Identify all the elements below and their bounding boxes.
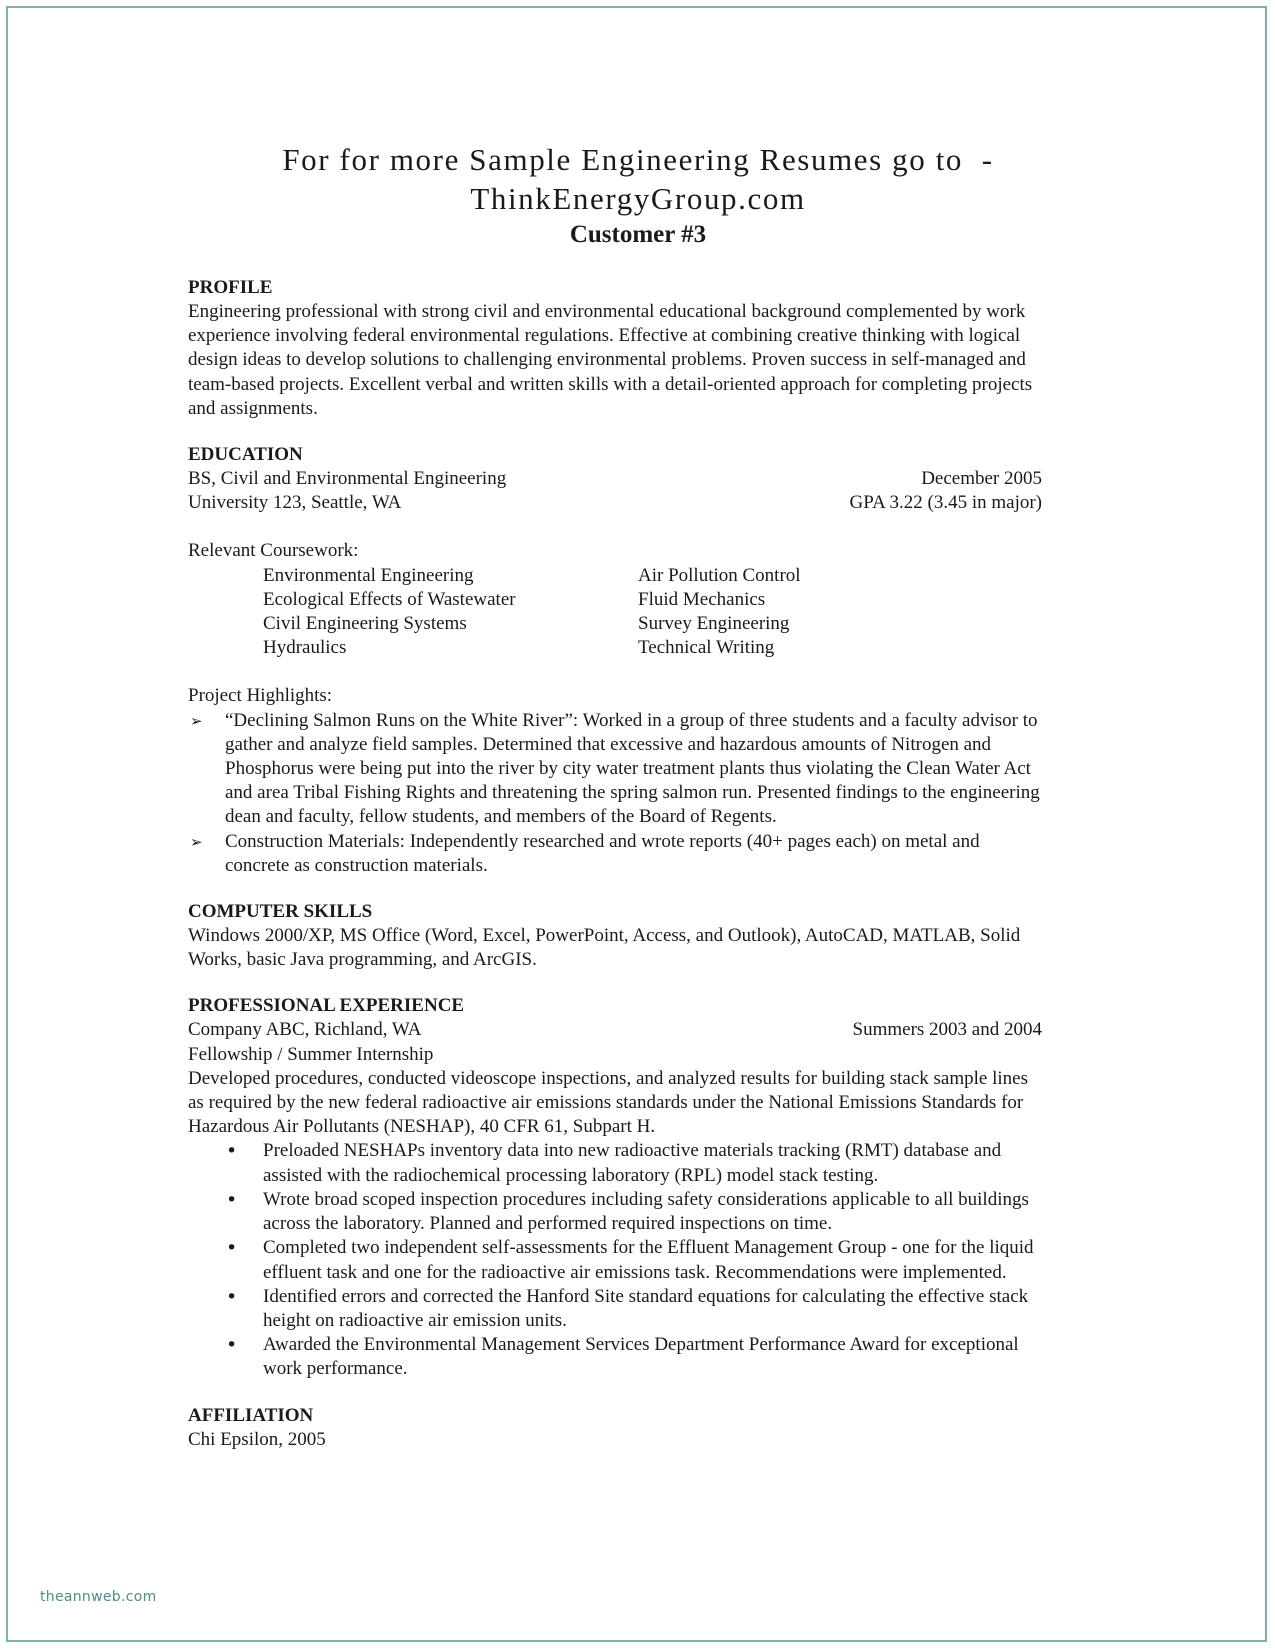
coursework-label: Relevant Coursework:	[188, 540, 359, 562]
bullet-icon: •	[226, 1140, 238, 1163]
education-heading: EDUCATION	[188, 444, 303, 466]
experience-bullets	[188, 1139, 1038, 1381]
computer-skills-heading: COMPUTER SKILLS	[188, 901, 373, 923]
company: Company ABC, Richland, WA	[188, 1019, 422, 1041]
gpa: GPA 3.22 (3.45 in major)	[849, 492, 1042, 514]
profile-section	[188, 276, 1088, 421]
bullet-text: Wrote broad scoped inspection procedures including safety considerations applicable to all buildings across the laboratory. Planned and performed required inspections on time.	[263, 1188, 1029, 1235]
affiliation-section	[188, 1404, 1088, 1452]
bullet-text: Awarded the Environmental Management Services Department Performance Award for exceptional work performance.	[263, 1334, 1019, 1380]
school: University 123, Seattle, WA	[188, 492, 402, 514]
course-item: Civil Engineering Systems	[263, 613, 467, 635]
experience-section	[188, 994, 1088, 1381]
experience-dates: Summers 2003 and 2004	[852, 1019, 1042, 1041]
affiliation-heading: AFFILIATION	[188, 1404, 314, 1426]
list-item	[188, 1188, 1038, 1236]
list-item	[188, 1333, 1038, 1381]
experience-summary: Developed procedures, conducted videoscope inspections, and analyzed results for building stack sample lines as required by the new federal radioactive air emissions standards under the National Emissions Standards for Hazardous Air Pollutants (NESHAP), 40 CFR 61, Subpart H.	[188, 1067, 1028, 1138]
resume-document	[188, 140, 1088, 1452]
title-line-2: ThinkEnergyGroup.com	[470, 181, 806, 216]
bullet-text: Preloaded NESHAPs inventory data into new radioactive materials tracking (RMT) database and assisted with the radiochemical processing laboratory (RPL) model stack testing.	[263, 1140, 1002, 1186]
project-list	[188, 709, 1048, 878]
project-text: Construction Materials: Independently researched and wrote reports (40+ pages each) on metal and concrete as construction materials.	[225, 830, 980, 876]
list-item	[188, 1236, 1038, 1284]
bullet-text: Completed two independent self-assessments for the Effluent Management Group - one for the liquid effluent task and one for the radioactive air emissions task. Recommendations were implemented.	[263, 1237, 1034, 1283]
watermark: theannweb.com	[40, 1589, 157, 1605]
course-item: Environmental Engineering	[263, 564, 474, 586]
bullet-icon: •	[226, 1188, 238, 1211]
project-highlights-label: Project Highlights:	[188, 685, 333, 707]
education-section	[188, 443, 1088, 878]
course-item: Hydraulics	[263, 637, 347, 659]
title-block	[188, 140, 1088, 252]
list-item	[188, 709, 1048, 830]
list-item	[188, 830, 1048, 878]
project-text: “Declining Salmon Runs on the White River”: Worked in a group of three students and a faculty advisor to gather and analyze field samples. Determined that excessive and hazardous amounts of Nitrogen and Phosphorus were being put into the river by city water treatment plants thus violating the Clean Water Act and area Tribal Fishing Rights and threatening the spring salmon run. Presented findings to the engineering dean and faculty, fellow students, and members of the Board of Regents.	[225, 709, 1040, 828]
list-item	[188, 1285, 1038, 1333]
course-item: Fluid Mechanics	[638, 588, 766, 610]
course-item: Air Pollution Control	[638, 564, 801, 586]
bullet-icon: •	[226, 1237, 238, 1260]
profile-heading: PROFILE	[188, 277, 273, 298]
course-item: Survey Engineering	[638, 613, 790, 635]
job-role: Fellowship / Summer Internship	[188, 1043, 434, 1065]
title-line-1: For for more Sample Engineering Resumes go to -	[282, 142, 994, 177]
list-item	[188, 1139, 1038, 1187]
computer-skills-section	[188, 900, 1088, 972]
experience-heading: PROFESSIONAL EXPERIENCE	[188, 995, 465, 1017]
bullet-text: Identified errors and corrected the Hanford Site standard equations for calculating the effective stack height on radioactive air emission units.	[263, 1285, 1029, 1331]
bullet-icon: •	[226, 1285, 238, 1308]
degree: BS, Civil and Environmental Engineering	[188, 468, 507, 490]
bullet-icon: •	[226, 1334, 238, 1357]
profile-text: Engineering professional with strong civil and environmental educational background complemented by work experience involving federal environmental regulations. Effective at combining creative thinking with logical design ideas to develop solutions to challenging environmental problems. Proven success in self-managed and team-based projects. Excellent verbal and written skills with a detail-oriented approach for completing projects and assignments.	[188, 301, 1033, 419]
course-item: Technical Writing	[638, 637, 775, 659]
computer-skills-text: Windows 2000/XP, MS Office (Word, Excel, PowerPoint, Access, and Outlook), AutoCAD, MATLAB, Solid Works, basic Java programming, and ArcGIS.	[188, 925, 1021, 971]
coursework-list	[263, 564, 1088, 661]
customer-label: Customer #3	[569, 221, 707, 248]
affiliation-text: Chi Epsilon, 2005	[188, 1428, 326, 1450]
arrow-bullet-icon: ➢	[190, 832, 203, 851]
course-item: Ecological Effects of Wastewater	[263, 588, 516, 610]
arrow-bullet-icon: ➢	[190, 711, 203, 730]
graduation-date: December 2005	[921, 468, 1042, 490]
